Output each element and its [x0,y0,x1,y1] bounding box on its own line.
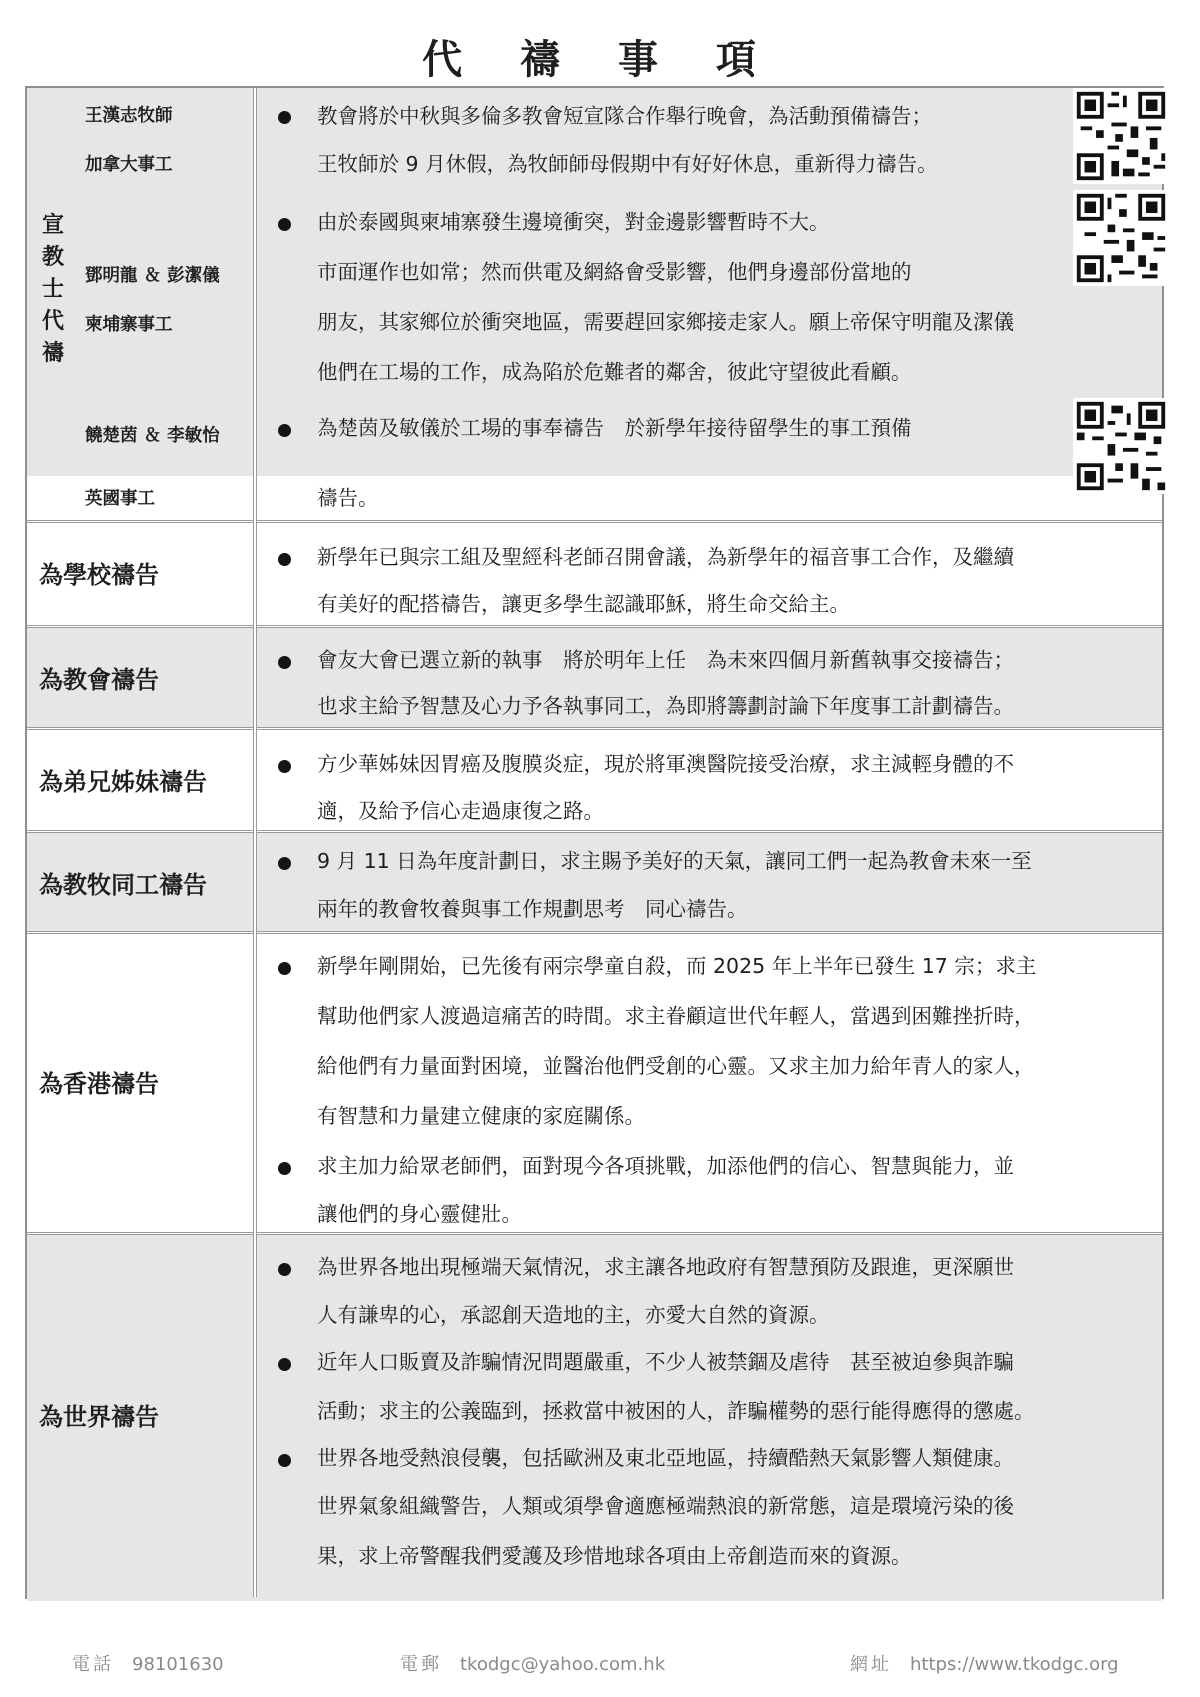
qr-code-icon [1073,88,1169,184]
prayer-line: 世界氣象組織警告，人類或須學會適應極端熱浪的新常態，這是環境污染的後 [317,1494,1014,1518]
prayer-line: 果，求上帝警醒我們愛護及珍惜地球各項由上帝創造而來的資源。 [317,1544,912,1568]
bullet-icon [278,1454,291,1467]
missionary-place: 柬埔寨事工 [85,315,173,335]
bullet-icon [278,111,291,124]
website-url[interactable]: https://www.tkodgc.org [910,1654,1119,1675]
prayer-line: 有智慧和力量建立健康的家庭關係。 [317,1104,645,1128]
bullet-icon [278,553,291,566]
email-address[interactable]: tkodgc@yahoo.com.hk [460,1654,666,1675]
prayer-line: 9 月 11 日為年度計劃日，求主賜予美好的天氣，讓同工們一起為教會未來一至 [317,849,1032,873]
footer-email [400,1650,665,1676]
row-divider [27,931,1162,934]
page-title: 代 禱 事 項 [422,37,778,83]
world-section [27,1235,1162,1601]
members-section [27,730,1162,830]
phone-number: 98101630 [132,1654,224,1675]
bullet-icon [278,962,291,975]
missionary-name: 鄧明龍 ＆ 彭潔儀 [85,266,220,286]
missionary-name: 王漢志牧師 [85,106,173,126]
prayer-line: 朋友，其家鄉位於衝突地區，需要趕回家鄉接走家人。願上帝保守明龍及潔儀 [317,310,1014,334]
school-section [27,523,1162,625]
row-divider [27,1232,1162,1235]
hongkong-section [27,934,1162,1232]
row-divider [27,520,1162,523]
footer-website [850,1650,1119,1676]
bullet-icon [278,218,291,231]
section-label: 為學校禱告 [39,561,159,589]
phone-label: 電話 [72,1654,114,1675]
section-label: 為教會禱告 [39,666,159,694]
prayer-line: 教會將於中秋與多倫多教會短宣隊合作舉行晚會，為活動預備禱告； [317,104,932,128]
prayer-line: 人有謙卑的心，承認創天造地的主，亦愛大自然的資源。 [317,1303,830,1327]
prayer-line: 他們在工場的工作，成為陷於危難者的鄰舍，彼此守望彼此看顧。 [317,360,912,384]
prayer-line: 會友大會已選立新的執事 將於明年上任 為未來四個月新舊執事交接禱告； [317,648,1014,672]
section-label: 為香港禱告 [39,1070,159,1098]
prayer-line: 由於泰國與柬埔寨發生邊境衝突，對金邊影響暫時不大。 [317,210,830,234]
missionary-section-tail [27,476,1162,523]
prayer-line: 為世界各地出現極端天氣情況，求主讓各地政府有智慧預防及跟進，更深願世 [317,1255,1014,1279]
prayer-line: 活動；求主的公義臨到，拯救當中被困的人，詐騙權勢的惡行能得應得的懲處。 [317,1399,1035,1423]
prayer-line: 兩年的教會牧養與事工作規劃思考 同心禱告。 [317,897,748,921]
prayer-line: 新學年已與宗工組及聖經科老師召開會議，為新學年的福音事工合作，及繼續 [317,545,1014,569]
missionary-place: 加拿大事工 [85,155,173,175]
prayer-line: 求主加力給眾老師們，面對現今各項挑戰，加添他們的信心、智慧與能力，並 [317,1154,1014,1178]
prayer-line: 幫助他們家人渡過這痛苦的時間。求主眷顧這世代年輕人，當遇到困難挫折時， [317,1004,1035,1028]
prayer-line: 也求主給予智慧及心力予各執事同工，為即將籌劃討論下年度事工計劃禱告。 [317,694,1014,718]
qr-code-icon [1073,398,1169,494]
missionary-section [27,88,1162,476]
prayer-line: 讓他們的身心靈健壯。 [317,1202,522,1226]
footer-phone [72,1650,224,1676]
prayer-line: 有美好的配搭禱告，讓更多學生認識耶穌，將生命交給主。 [317,592,850,616]
prayer-line: 適，及給予信心走過康復之路。 [317,799,604,823]
website-label: 網址 [850,1654,892,1675]
prayer-line: 市面運作也如常；然而供電及網絡會受影響，他們身邊部份當地的 [317,260,912,284]
staff-section [27,833,1162,931]
prayer-table [25,86,1164,1599]
section-label: 為弟兄姊妹禱告 [39,768,207,796]
row-divider [27,625,1162,628]
bullet-icon [278,1162,291,1175]
section-label: 為世界禱告 [39,1403,159,1431]
bullet-icon [278,857,291,870]
missionary-name: 饒楚茵 ＆ 李敏怡 [85,426,220,446]
church-section [27,628,1162,727]
bullet-icon [278,1358,291,1371]
prayer-line: 王牧師於 9 月休假，為牧師師母假期中有好好休息，重新得力禱告。 [317,152,938,176]
prayer-line: 為楚茵及敏儀於工場的事奉禱告 於新學年接待留學生的事工預備 [317,416,912,440]
qr-code-icon [1073,190,1169,286]
prayer-line: 世界各地受熱浪侵襲，包括歐洲及東北亞地區，持續酷熱天氣影響人類健康。 [317,1446,1014,1470]
missionary-vertical-label: 宣 教 士 代 禱 [41,213,64,366]
row-divider [27,727,1162,730]
column-divider [253,88,257,1597]
prayer-line: 給他們有力量面對困境，並醫治他們受創的心靈。又求主加力給年青人的家人， [317,1054,1035,1078]
bullet-icon [278,424,291,437]
prayer-line: 新學年剛開始，已先後有兩宗學童自殺，而 2025 年上半年已發生 17 宗；求主 [317,954,1037,978]
prayer-line: 近年人口販賣及詐騙情況問題嚴重，不少人被禁錮及虐待 甚至被迫參與詐騙 [317,1350,1014,1374]
section-label: 為教牧同工禱告 [39,871,207,899]
missionary-place: 英國事工 [85,489,155,509]
row-divider [27,830,1162,833]
bullet-icon [278,1263,291,1276]
bullet-icon [278,760,291,773]
prayer-line: 方少華姊妹因胃癌及腹膜炎症，現於將軍澳醫院接受治療，求主減輕身體的不 [317,752,1014,776]
email-label: 電郵 [400,1654,442,1675]
bullet-icon [278,656,291,669]
prayer-line: 禱告。 [317,486,379,510]
